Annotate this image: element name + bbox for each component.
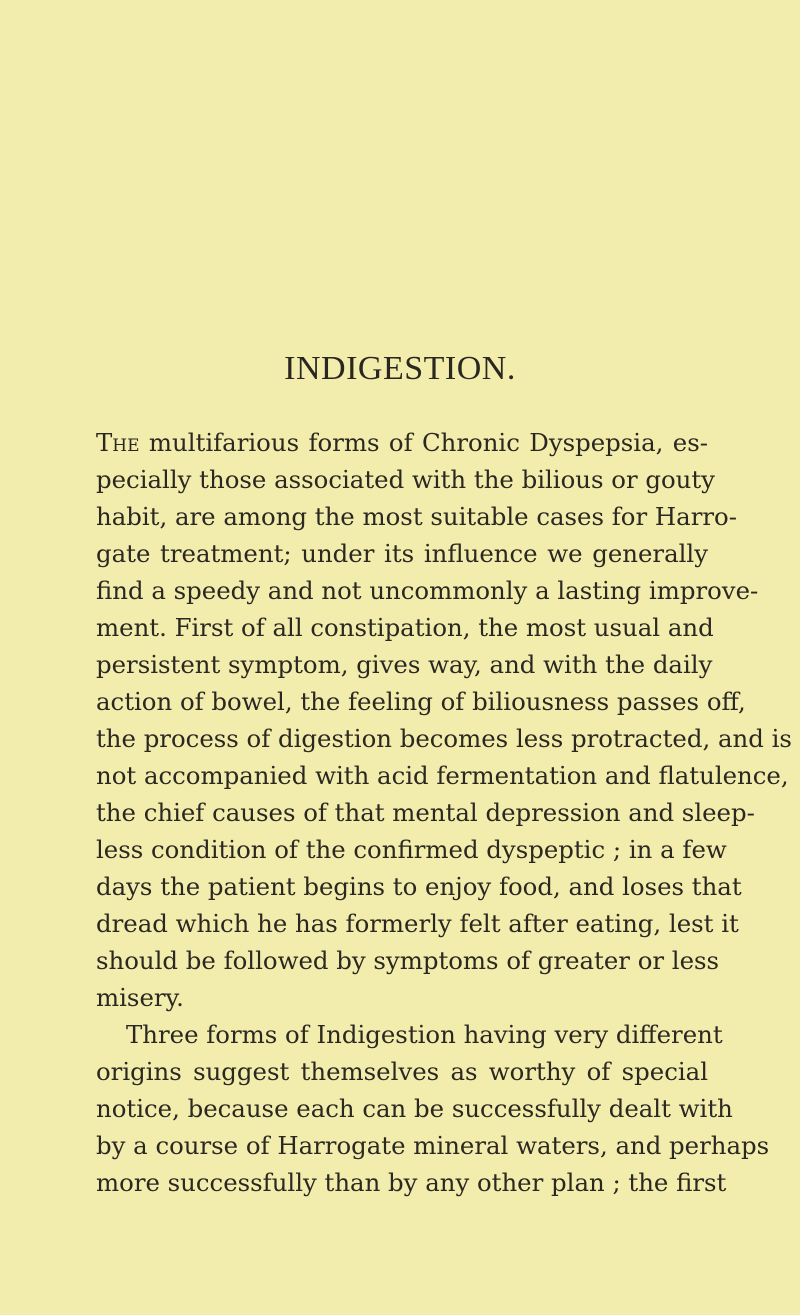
paragraph-line: days the patient begins to enjoy food, and loses that [96,872,742,901]
paragraph-line: the process of digestion becomes less protracted, and is [96,724,792,753]
paragraph-line: habit, are among the most suitable cases for Harro- [96,502,737,531]
paragraph-line: notice, because each can be successfully dealt with [96,1094,733,1123]
paragraph-line: ment. First of all constipation, the most usual and [96,613,714,642]
paragraph-line: persistent symptom, gives way, and with the daily [96,650,713,679]
paragraph-line: more successfully than by any other plan ; the first [96,1168,727,1197]
paragraph-line: by a course of Harrogate mineral waters, and perhaps [96,1131,770,1160]
paragraph-line: should be followed by symptoms of greater or less [96,946,720,975]
paragraph-line: find a speedy and not uncommonly a lasting improve- [96,576,759,605]
paragraph-line: action of bowel, the feeling of biliousness passes off, [96,687,746,716]
paragraph-line: dread which he has formerly felt after eating, lest it [96,909,739,938]
chapter-heading: INDIGESTION. [284,350,516,387]
paragraph-line: The multifarious forms of Chronic Dyspepsia, es- [96,428,708,457]
paragraph-line: pecially those associated with the bilious or gouty [96,465,715,494]
paragraph-line: gate treatment; under its influence we generally [96,539,708,568]
paragraph-line: not accompanied with acid fermentation and flatulence, [96,761,789,790]
paragraph-line: Three forms of Indigestion having very different [126,1020,723,1049]
paragraph-line: misery. [96,983,184,1012]
paragraph-line: origins suggest themselves as worthy of special [96,1057,708,1086]
paragraph-line: less condition of the confirmed dyspeptic ; in a few [96,835,727,864]
drop-word: The [96,428,140,457]
paragraph-line: the chief causes of that mental depression and sleep- [96,798,755,827]
